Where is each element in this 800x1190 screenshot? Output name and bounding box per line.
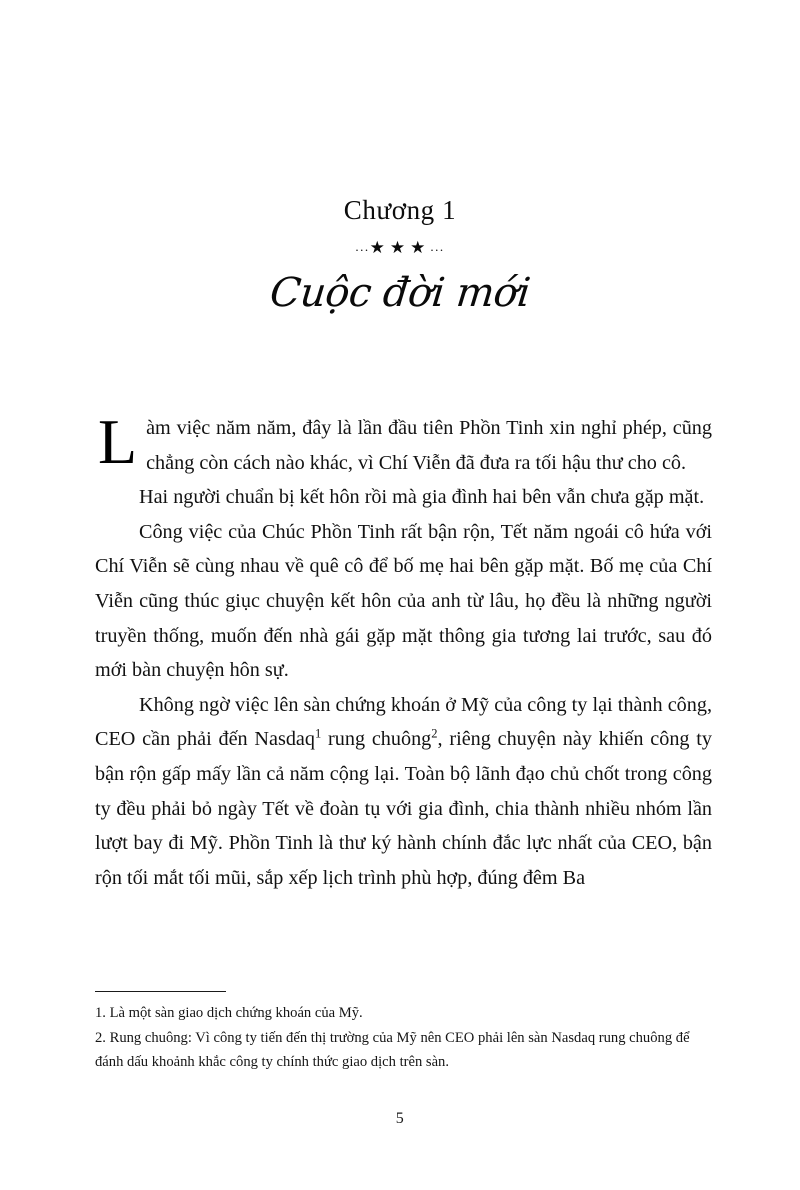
paragraph-4 [95,688,712,896]
paragraph-3 [95,515,712,688]
footnote-reference-2[interactable]: 2 [431,726,438,741]
paragraph-4-text-part-2: rung chuông [321,728,432,751]
paragraph-4-text-part-1: Không ngờ việc lên sàn chứng khoán ở Mỹ của công ty lại thành công, CEO cần phải đến Nasdaq [95,693,712,751]
footnote-item-1: 1. Là một sàn giao dịch chứng khoán của Mỹ. [95,1005,363,1021]
paragraph-1-text: àm việc năm năm, đây là lần đầu tiên Phồn Tinh xin nghỉ phép, cũng chẳng còn cách nào khác, vì Chí Viễn đã đưa ra tối hậu thư cho cô. [146,417,712,474]
paragraph-3-text: Công việc của Chúc Phồn Tinh rất bận rộn, Tết năm ngoái cô hứa với Chí Viễn sẽ cùng nhau về quê cô để bố mẹ hai bên gặp mặt. Bố mẹ của Chí Viễn cũng thúc giục chuyện kết hôn của anh từ lâu, họ đều là những người truyền thống, muốn đến nhà gái gặp mặt thông gia tương lai trước, sau đó mới bàn chuyện hôn sự. [95,520,712,682]
drop-cap: L [98,406,138,477]
star-icon-2: ★ [389,237,411,257]
paragraph-2-text: Hai người chuẩn bị kết hôn rồi mà gia đình hai bên vẫn chưa gặp mặt. [139,486,705,509]
footnote-separator-rule [95,991,226,992]
chapter-label: Chương 1 [343,195,457,225]
chapter-title: Cuộc đời mới [267,269,533,316]
chapter-heading [0,196,800,316]
star-icon-1: ★ [369,237,390,257]
footnote-item-2: 2. Rung chuông: Vì công ty tiến đến thị trường của Mỹ nên CEO phải lên sàn Nasdaq rung chuông để đánh dấu khoảnh khắc công ty chính thức giao dịch trên sàn. [95,1029,690,1071]
footnote-list [95,1001,715,1075]
divider-dots-left-icon: ... [355,238,370,254]
paragraph-1 [95,406,712,480]
paragraph-2 [95,480,712,515]
star-divider-ornament [0,239,800,256]
paragraph-4-text-part-3: , riêng chuyện này khiến công ty bận rộn gấp mấy lần cả năm cộng lại. Toàn bộ lãnh đạo chủ chốt trong công ty đều phải bỏ ngày Tết về đoàn tụ với gia đình, chia thành nhiều nhóm lần lượt bay đi Mỹ. Phồn Tinh là thư ký hành chính đắc lực nhất của CEO, bận rộn tối mắt tối mũi, sắp xếp lịch trình phù hợp, đúng đêm Ba [95,728,713,889]
star-icon-3: ★ [410,237,431,257]
page-number: 5 [395,1110,405,1127]
divider-dots-right-icon: ... [430,238,445,254]
body-text [95,406,713,895]
footnote-reference-1[interactable]: 1 [314,726,322,741]
